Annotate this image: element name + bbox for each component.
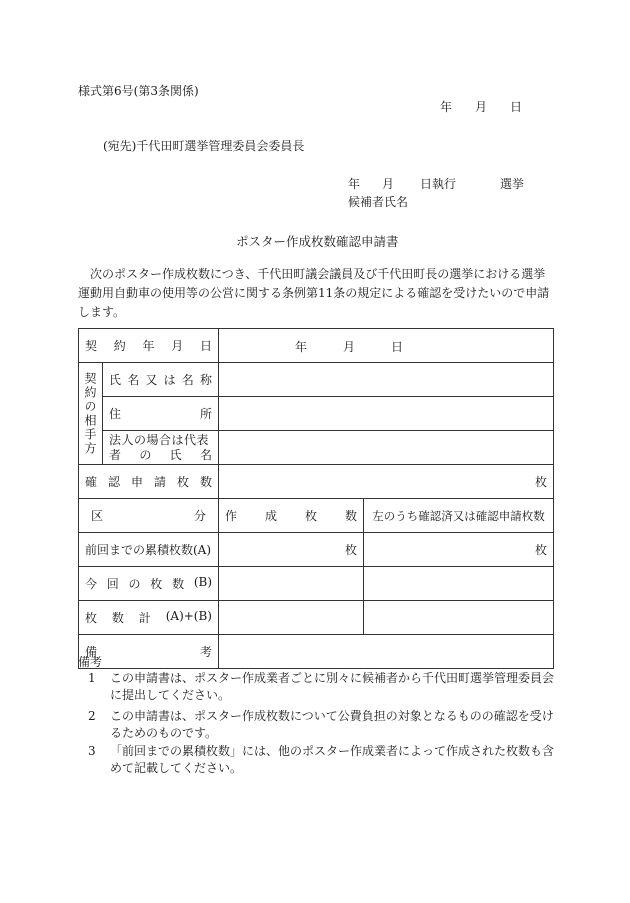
total-confirmed-field[interactable] xyxy=(364,601,554,635)
row-total xyxy=(79,601,554,635)
document-title: ポスター作成枚数確認申請書 xyxy=(236,234,399,249)
total-label: 枚 数 計 (A)+(B) xyxy=(85,609,212,625)
intro-paragraph: 次のポスター作成枚数につき、千代田町議会議員及び千代田町長の選挙における選挙運動用自動車の使用等の公営に関する条例第11条の規定による確認を受けたいので申請します。 xyxy=(78,267,550,319)
note-item-1: 1 この申請書は、ポスター作成業者ごとに別々に候補者から千代田町選挙管理委員会に提出してください。 xyxy=(88,671,555,702)
election-line xyxy=(348,175,524,191)
note-item-2: 2 この申請書は、ポスター作成枚数について公費負担の対象となるものの確認を受けるためのものです。 xyxy=(88,709,554,740)
row-this-time xyxy=(79,567,554,601)
addressee: (宛先)千代田町選挙管理委員会委員長 xyxy=(103,139,305,153)
remarks-label: 備 考 xyxy=(85,645,213,659)
row-party-name xyxy=(79,363,554,397)
row-previous-total xyxy=(79,533,554,567)
contract-date-field[interactable]: 年 月 日 xyxy=(219,329,554,363)
remarks-field[interactable] xyxy=(219,635,554,669)
election-month: 月 xyxy=(382,177,395,191)
form-number: 様式第6号(第3条関係) xyxy=(78,84,199,98)
row-party-address xyxy=(79,397,554,431)
party-address-field[interactable] xyxy=(219,397,554,431)
row-representative xyxy=(79,431,554,465)
category-label: 区 分 xyxy=(91,509,207,523)
row-contract-date xyxy=(79,329,554,363)
election-day: 日執行 xyxy=(420,177,457,191)
unit-label: 枚 xyxy=(535,475,548,489)
application-table xyxy=(78,328,554,669)
address-label: 住 所 xyxy=(109,407,213,421)
previous-confirmed-field[interactable]: 枚 xyxy=(364,533,554,567)
name-label: 氏 名 又 は 名 称 xyxy=(109,373,212,387)
submission-date xyxy=(440,98,522,115)
date-day: 日 xyxy=(509,100,522,114)
date-year: 年 xyxy=(440,100,453,114)
rep-label-line2: 者 の 氏 名 xyxy=(109,447,212,462)
contract-party-label: 契約の相手方 xyxy=(79,363,103,465)
representative-field[interactable] xyxy=(219,431,554,465)
previous-made-field[interactable]: 枚 xyxy=(219,533,364,567)
row-confirm-count xyxy=(79,465,554,499)
this-time-label: 今 回 の 枚 数 (B) xyxy=(85,575,213,591)
total-made-field[interactable] xyxy=(219,601,364,635)
row-remarks xyxy=(79,635,554,669)
rep-label-line1: 法人の場合は代表 xyxy=(109,432,210,447)
date-month: 月 xyxy=(474,100,487,114)
note-item-3: 3 「前回までの累積枚数」には、他のポスター作成業者によって作成された枚数も含めて記載してください。 xyxy=(88,744,555,775)
previous-total-label: 前回までの累積枚数(A) xyxy=(79,533,219,567)
this-time-confirmed-field[interactable] xyxy=(364,567,554,601)
made-count-label: 作 成 枚 数 xyxy=(225,509,357,523)
row-category-header xyxy=(79,499,554,533)
confirm-count-field[interactable] xyxy=(219,465,554,499)
confirmed-count-label: 左のうち確認済又は確認申請枚数 xyxy=(364,499,554,533)
party-name-field[interactable] xyxy=(219,363,554,397)
notes-heading: 備考 xyxy=(78,655,103,669)
this-time-made-field[interactable] xyxy=(219,567,364,601)
election-type: 選挙 xyxy=(500,177,525,191)
confirm-count-label: 確 認 申 請 枚 数 xyxy=(85,475,213,489)
candidate-name-label: 候補者氏名 xyxy=(348,195,409,209)
election-year: 年 xyxy=(348,177,361,191)
contract-date-label: 契 約 年 月 日 xyxy=(85,339,213,353)
